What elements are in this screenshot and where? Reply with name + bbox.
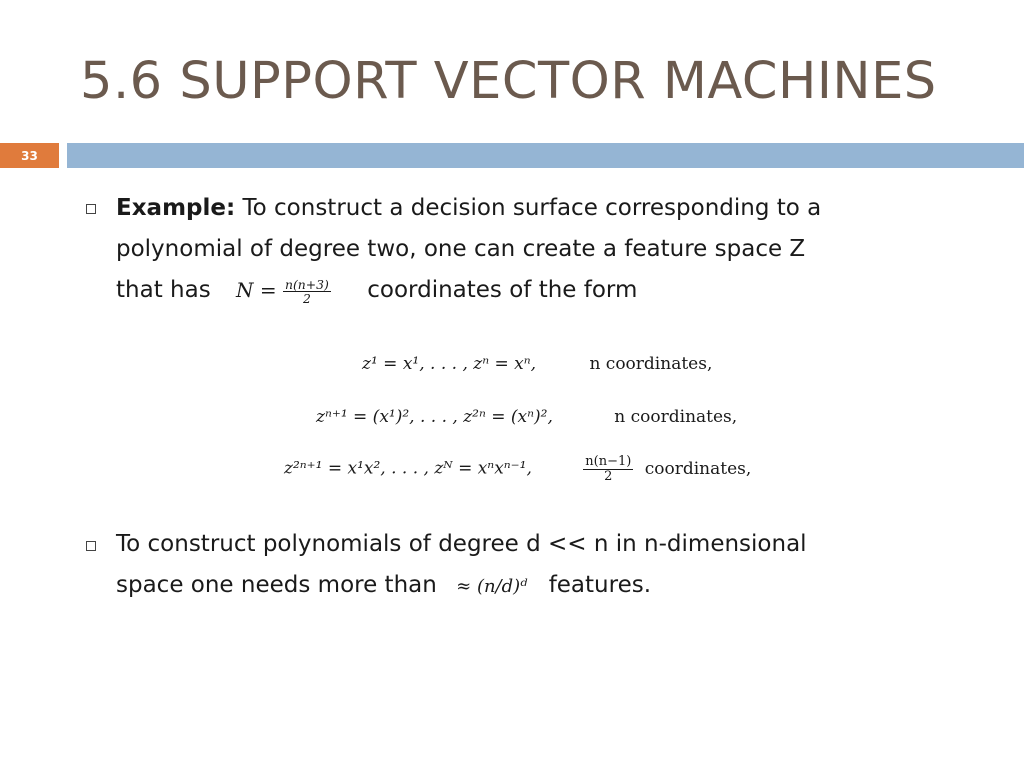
bullet-1-line-3 — [116, 270, 637, 311]
bullet-1-text-3a: that has — [116, 277, 211, 303]
equation-row-1-lhs: z¹ = x¹, . . . , zⁿ = xⁿ, — [362, 354, 537, 374]
bullet-2-text-2b: features. — [548, 572, 652, 598]
formula-n-lhs: N = — [236, 278, 277, 302]
example-colon: : — [225, 195, 236, 221]
bullet-2-line-1: To construct polynomials of degree d << n in n-dimensional — [116, 531, 807, 557]
bullet-1-line-2: polynomial of degree two, one can create a feature space Z — [116, 236, 806, 262]
bullet-marker — [86, 204, 96, 214]
formula-n-denominator: 2 — [302, 291, 311, 306]
formula-feature-count: ≈ (n/d)ᵈ — [456, 576, 528, 597]
equation-row-3-denominator: 2 — [604, 468, 613, 484]
equation-row-2 — [316, 407, 737, 427]
equation-row-2-rhs: n coordinates, — [614, 407, 738, 427]
bullet-2-line-2 — [116, 565, 651, 607]
equation-row-1 — [362, 354, 712, 374]
bullet-1-line-1 — [116, 188, 821, 229]
equation-row-3-numerator: n(n−1) — [585, 454, 632, 469]
formula-n-count — [236, 276, 337, 306]
bullet-2-text-2a: space one needs more than — [116, 572, 437, 598]
bullet-1-text-1: To construct a decision surface corresponding to a — [235, 195, 822, 221]
example-label: Example — [116, 195, 226, 221]
header-band — [67, 143, 1024, 168]
slide-title: 5.6 SUPPORT VECTOR MACHINES — [80, 52, 937, 111]
bullet-1-text-3b: coordinates of the form — [367, 277, 638, 303]
equation-row-1-rhs: n coordinates, — [589, 354, 713, 374]
equation-row-3 — [284, 455, 751, 483]
formula-n-numerator: n(n+3) — [284, 276, 329, 292]
slide-number-badge: 33 — [0, 143, 59, 168]
equation-row-3-lhs: z²ⁿ⁺¹ = x¹x², . . . , zᴺ = xⁿxⁿ⁻¹, — [284, 458, 532, 479]
formula-n-fraction — [283, 278, 331, 305]
equation-row-3-fraction — [583, 455, 633, 483]
equation-row-3-rhs: coordinates, — [644, 458, 752, 479]
equation-row-2-lhs: zⁿ⁺¹ = (x¹)², . . . , z²ⁿ = (xⁿ)², — [316, 407, 553, 427]
bullet-marker — [86, 541, 96, 551]
